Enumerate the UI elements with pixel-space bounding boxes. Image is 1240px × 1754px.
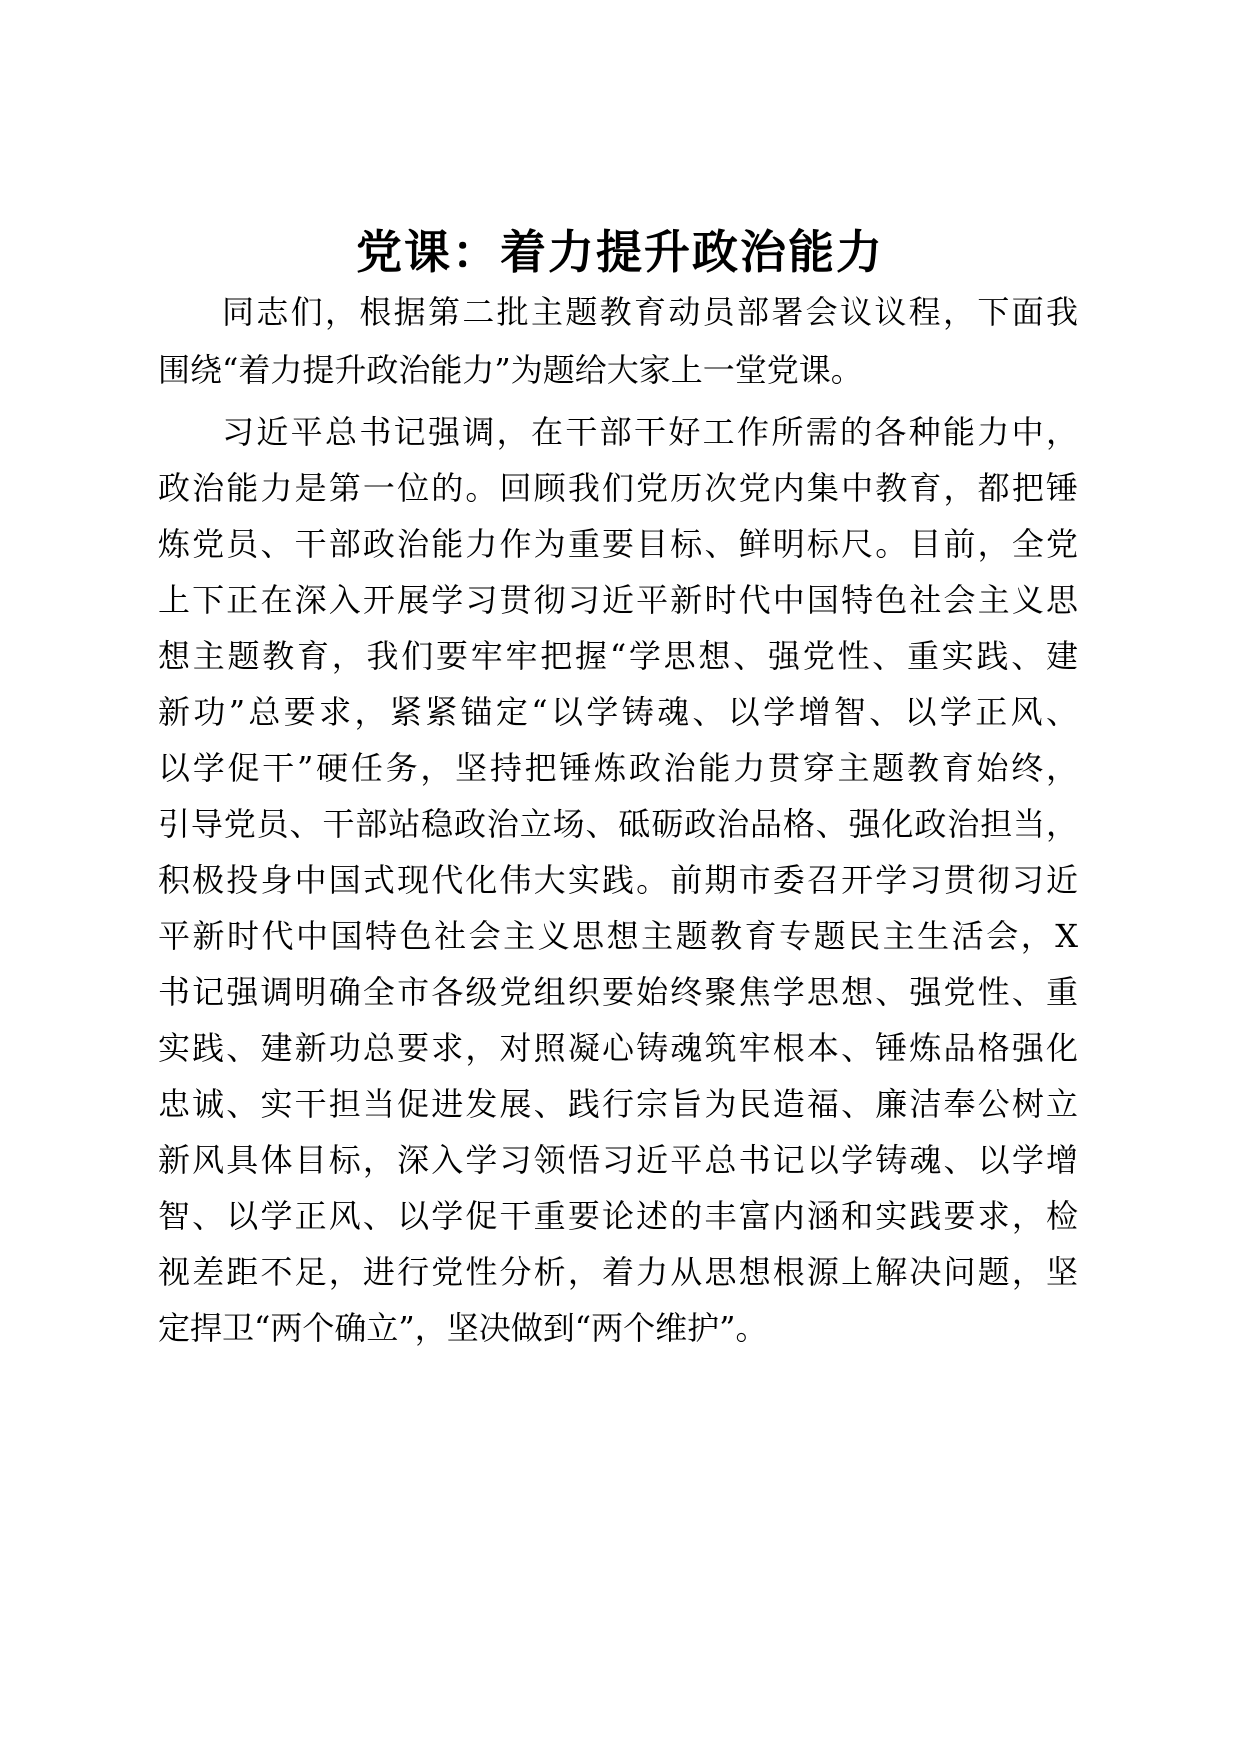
- paragraph-2-line-17: 定捍卫“两个确立”，坚决做到“两个维护”。: [158, 1309, 768, 1347]
- paragraph-2-line-1: 习近平总书记强调，在干部干好工作所需的各种能力中，: [222, 413, 1078, 451]
- document-title: 党课：着力提升政治能力: [356, 225, 884, 279]
- paragraph-2-line-7: 以学促干”硬任务，坚持把锤炼政治能力贯穿主题教育始终，: [158, 749, 1078, 787]
- paragraph-2-line-6: 新功”总要求，紧紧锚定“以学铸魂、以学增智、以学正风、: [158, 693, 1078, 731]
- paragraph-2-line-8: 引导党员、干部站稳政治立场、砥砺政治品格、强化政治担当，: [158, 805, 1078, 843]
- paragraph-2-line-10: 平新时代中国特色社会主义思想主题教育专题民主生活会，X: [158, 917, 1078, 955]
- paragraph-2-line-11: 书记强调明确全市各级党组织要始终聚焦学思想、强党性、重: [158, 973, 1078, 1011]
- paragraph-2-line-4: 上下正在深入开展学习贯彻习近平新时代中国特色社会主义思: [158, 581, 1078, 619]
- paragraph-2-line-12: 实践、建新功总要求，对照凝心铸魂筑牢根本、锤炼品格强化: [158, 1029, 1078, 1067]
- paragraph-1-line-2: 围绕“着力提升政治能力”为题给大家上一堂党课。: [158, 351, 863, 389]
- paragraph-1-line-1: 同志们，根据第二批主题教育动员部署会议议程，下面我: [222, 293, 1078, 331]
- paragraph-2-line-14: 新风具体目标，深入学习领悟习近平总书记以学铸魂、以学增: [158, 1141, 1078, 1179]
- paragraph-2-line-15: 智、以学正风、以学促干重要论述的丰富内涵和实践要求，检: [158, 1197, 1078, 1235]
- paragraph-2-line-5: 想主题教育，我们要牢牢把握“学思想、强党性、重实践、建: [158, 637, 1078, 675]
- paragraph-2-line-16: 视差距不足，进行党性分析，着力从思想根源上解决问题，坚: [158, 1253, 1078, 1291]
- paragraph-2-line-3: 炼党员、干部政治能力作为重要目标、鲜明标尺。目前，全党: [158, 525, 1078, 563]
- paragraph-2-line-9: 积极投身中国式现代化伟大实践。前期市委召开学习贯彻习近: [158, 861, 1078, 899]
- paragraph-2-line-13: 忠诚、实干担当促进发展、践行宗旨为民造福、廉洁奉公树立: [158, 1085, 1078, 1123]
- paragraph-2-line-2: 政治能力是第一位的。回顾我们党历次党内集中教育，都把锤: [158, 469, 1078, 507]
